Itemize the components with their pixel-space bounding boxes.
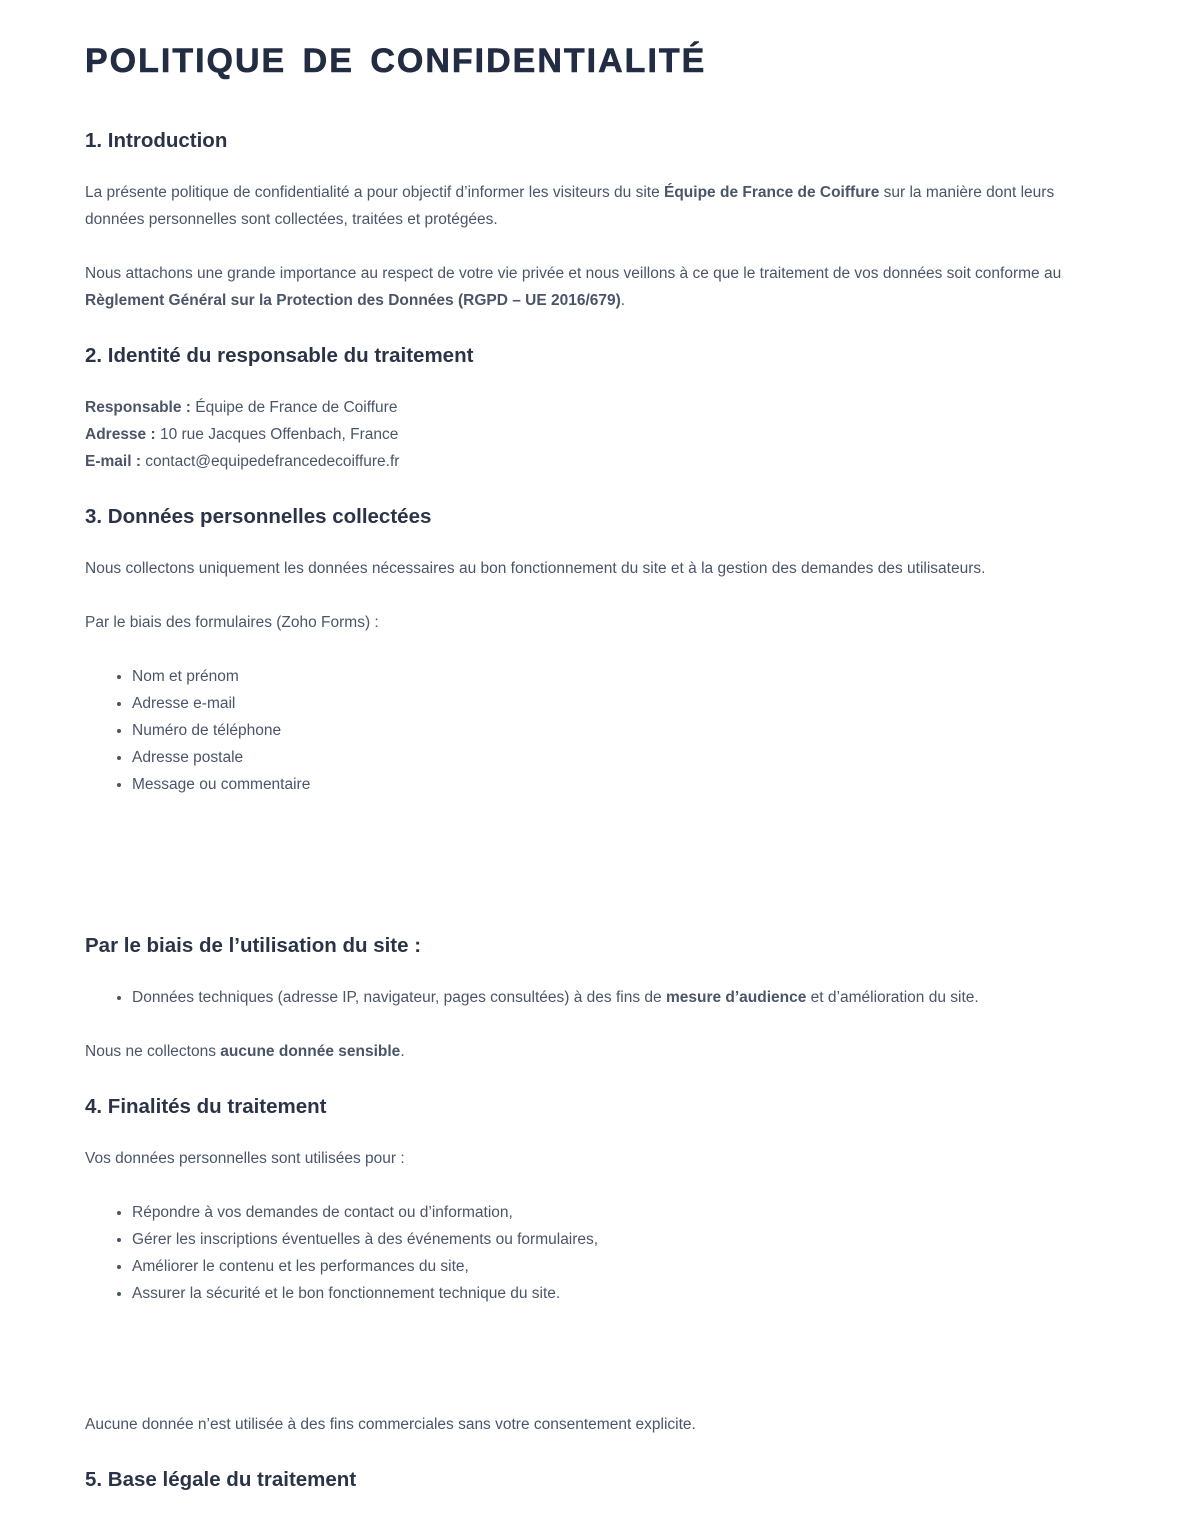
text-run: La présente politique de confidentialité a pour objectif d’informer les visiteurs du site: [85, 184, 664, 202]
site-usage-list: [85, 984, 1115, 1011]
list-item: • Gérer les inscriptions éventuelles à des événements ou formulaires,: [132, 1226, 1115, 1253]
identity-block: [85, 394, 1115, 475]
identity-row-responsable: [85, 394, 1115, 421]
list-item: • Répondre à vos demandes de contact ou d’information,: [132, 1199, 1115, 1226]
section-purposes: [85, 1093, 1115, 1307]
identity-value: 10 rue Jacques Offenbach, France: [155, 426, 399, 444]
text-run: sur la manière dont leurs données personnelles sont collectées, traitées et protégées.: [85, 184, 1055, 229]
identity-value: Équipe de France de Coiffure: [190, 399, 398, 417]
identity-label: E-mail :: [85, 453, 141, 471]
identity-value: contact@equipedefrancedecoiffure.fr: [140, 453, 400, 471]
section-collected-heading: 3. Données personnelles collectées: [85, 505, 432, 529]
text-run-bold-audience: mesure d’audience: [665, 989, 807, 1007]
section-introduction: [85, 127, 1115, 314]
section-site-usage: [85, 932, 1115, 1065]
sensitive-data-note: [85, 1038, 1115, 1065]
identity-row-email: [85, 448, 1115, 475]
identity-row-adresse: [85, 421, 1115, 448]
section-introduction-heading: 1. Introduction: [85, 129, 228, 153]
text-run: .: [620, 292, 626, 310]
collected-data-list: [85, 663, 1115, 798]
collected-paragraph-1: Nous collectons uniquement les données nécessaires au bon fonctionnement du site et à la gestion des demandes des utilisateurs.: [85, 560, 986, 578]
text-run: Données techniques (adresse IP, navigateur, pages consultées) à des fins de: [132, 989, 666, 1007]
list-item: • Nom et prénom: [132, 663, 1115, 690]
list-item: • Améliorer le contenu et les performances du site,: [132, 1253, 1115, 1280]
text-run: Nous ne collectons: [85, 1043, 221, 1061]
list-item: • Adresse e-mail: [132, 690, 1115, 717]
section-identity-heading: 2. Identité du responsable du traitement: [85, 344, 474, 368]
list-item: [132, 984, 1115, 1011]
section-legal-basis: [85, 1466, 1115, 1493]
section-identity: [85, 342, 1115, 475]
purposes-list: [85, 1199, 1115, 1307]
section-site-usage-heading: Par le biais de l’utilisation du site :: [85, 934, 422, 958]
purposes-paragraph-1: Vos données personnelles sont utilisées pour :: [85, 1150, 405, 1168]
vertical-spacer: [85, 1307, 1115, 1411]
commercial-use-note: Aucune donnée n’est utilisée à des fins commerciales sans votre consentement explicite.: [85, 1416, 696, 1434]
list-item: • Adresse postale: [132, 744, 1115, 771]
list-item: • Message ou commentaire: [132, 771, 1115, 798]
text-run-bold-site-name: Équipe de France de Coiffure: [664, 184, 880, 202]
page-title: POLITIQUE DE CONFIDENTIALITÉ: [85, 42, 707, 80]
collected-paragraph-forms: Par le biais des formulaires (Zoho Forms) :: [85, 614, 379, 632]
text-run: Nous attachons une grande importance au respect de votre vie privée et nous veillons à ce que le traitement de vos données soit conforme au: [85, 265, 1062, 283]
identity-label: Adresse :: [85, 426, 156, 444]
intro-paragraph-1: [85, 179, 1115, 233]
section-collected-data: [85, 503, 1115, 798]
intro-paragraph-2: [85, 260, 1115, 314]
identity-label: Responsable :: [85, 399, 191, 417]
section-purposes-heading: 4. Finalités du traitement: [85, 1095, 327, 1119]
text-run-bold-sensible: aucune donnée sensible: [220, 1043, 401, 1061]
list-item: • Assurer la sécurité et le bon fonctionnement technique du site.: [132, 1280, 1115, 1307]
section-legal-basis-heading: 5. Base légale du traitement: [85, 1468, 357, 1492]
list-item: • Numéro de téléphone: [132, 717, 1115, 744]
text-run: et d’amélioration du site.: [806, 989, 979, 1007]
vertical-spacer: [85, 798, 1115, 932]
text-run: .: [400, 1043, 405, 1061]
text-run-bold-rgpd: Règlement Général sur la Protection des Données (RGPD – UE 2016/679): [85, 292, 621, 310]
